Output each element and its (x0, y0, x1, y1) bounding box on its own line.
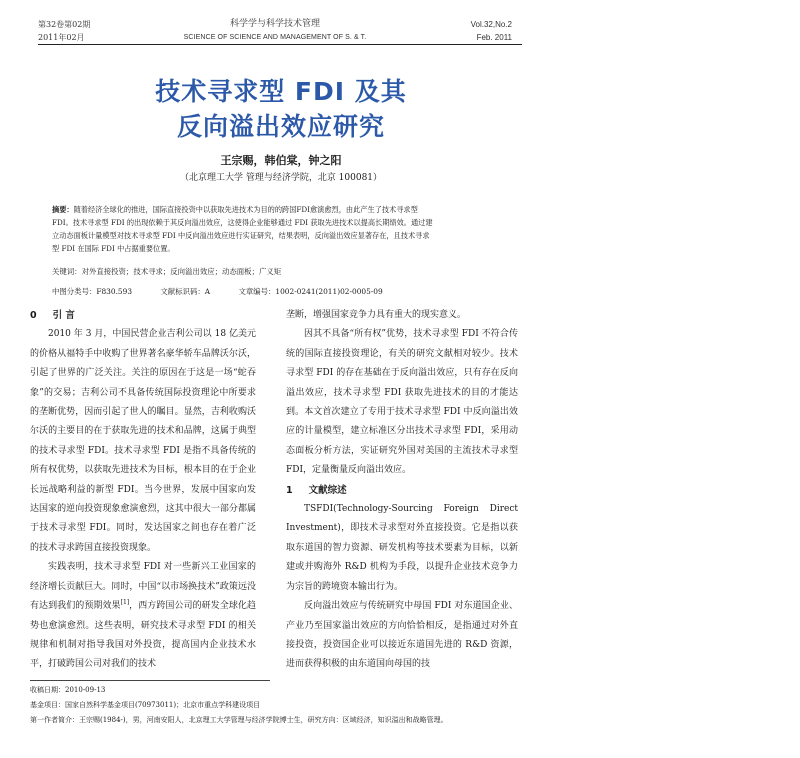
body-column-right (286, 306, 518, 675)
paragraph: 反向溢出效应与传统研究中母国 FDI 对东道国企业、产业乃至国家溢出效应的方向恰恰相反，是指通过对外直接投资，投资国企业可以接近东道国先进的 R&D 资源，进而获得积极的由东道国向母国的技 (286, 601, 518, 670)
journal-name-en: SCIENCE OF SCIENCE AND MANAGEMENT OF S. & T. (183, 34, 367, 41)
section-heading-intro (30, 306, 256, 325)
citation-ref[interactable]: [1] (120, 599, 130, 607)
abstract-label: 摘要： (52, 205, 74, 214)
abstract-line-3: 立动态面板计量模型对技术寻求型 FDI 中反向溢出效应进行实证研究，结果表明，反向溢出效应显著存在，且技术寻求 (52, 231, 430, 240)
document-code: 文献标识码：A (160, 287, 211, 296)
paragraph (30, 558, 256, 674)
keywords-label: 关键词： (52, 267, 82, 276)
paragraph: 2010 年 3 月，中国民营企业吉利公司以 18 亿美元的价格从福特手中收购了世界著名豪华轿车品牌沃尔沃，引起了世界的广泛关注。关注的原因在于这是一场“蛇吞象”的交易；吉利公司不具备传统国际投资理论中所要求的垄断优势，因而引起了世人的瞩目。显然，吉利收购沃尔沃的主要目的在于获取先进的技术和品牌，这属于典型的技术寻求型 FDI。技术寻求型 FDI 是指不具备传统的所有权优势，以获取先进技术为目标，根本目的在于企业长远战略利益的新型 FDI。当今世界，发展中国家向发达国家的逆向投资现象愈演愈烈，这其中很大一部分都属于技术寻求型 FDI。同时，发达国家之间也存在着广泛的技术寻求跨国直接投资现象。 (30, 329, 256, 553)
footnote-divider (30, 680, 270, 681)
abstract (52, 203, 502, 255)
header-volume-en (471, 18, 512, 44)
section-heading-literature (286, 481, 518, 500)
abstract-text-1: 随着经济全球化的推进，国际直接投资中以获取先进技术为目的的跨国FDI愈演愈烈，由此产生了技术寻求型 (73, 205, 418, 214)
header-divider (38, 44, 522, 45)
keywords (52, 266, 502, 278)
classification-line (52, 286, 502, 298)
section-title: 引 言 (52, 310, 75, 321)
footnote-received-date: 收稿日期：2010-09-13 (30, 686, 106, 694)
header-journal (38, 18, 512, 44)
abstract-line-2: FDI。技术寻求型 FDI 的出现依赖于其反向溢出效应，这使得企业能够通过 FDI 获取先进技术以提高长期绩效。通过建 (52, 218, 433, 227)
author-affiliation: （北京理工大学 管理与经济学院，北京 100081） (179, 173, 383, 183)
section-number: 0 (30, 310, 37, 321)
article-title-line-1: 技术寻求型 FDI 及其 (155, 77, 407, 106)
paragraph-continuation: 垄断，增强国家竞争力具有重大的现实意义。 (286, 310, 467, 320)
paragraph-text: 实践表明，技术寻求型 FDI 对一些新兴工业国家的经济增长贡献巨大。同时，中国“以市场换技术”政策远没有达到我们的预期效果 (30, 562, 256, 612)
abstract-line-4: 型 FDI 在国际 FDI 中占据重要位置。 (52, 244, 175, 253)
volume-issue-en: Vol.32,No.2 (470, 20, 512, 29)
paragraph: 因其不具备“所有权”优势，技术寻求型 FDI 不符合传统的国际直接投资理论，有关的研究文献相对较少。技术寻求型 FDI 的存在基础在于反向溢出效应，只有存在反向溢出效应，技术寻求型 FDI 获取先进技术的目的才能达到。本文首次建立了专用于技术寻求型 FDI 中反向溢出效应的计量模型，建立标准区分出技术寻求型 FDI，采用动态面板分析方法，实证研究外国对美国的主流技术寻求型 FDI，定量衡量反向溢出效应。 (286, 329, 518, 476)
abstract-line-1 (52, 203, 502, 216)
section-title: 文献综述 (308, 484, 347, 496)
journal-name-cn: 科学学与科学技术管理 (229, 19, 320, 29)
paragraph: TSFDI(Technology-Sourcing Foreign Direct Investment)，即技术寻求型对外直接投资。它是指以获取东道国的智力资源、研发机构等技术要素为目标，以新建或并购海外 R&D 机构为手段，以提升企业技术竞争力为宗旨的跨境资本输出行为。 (286, 504, 518, 592)
section-number: 1 (286, 484, 293, 496)
footnote-author-bio: 第一作者简介：王宗赐(1984-)，男，河南安阳人，北京理工大学管理与经济学院博士生，研究方向：区域经济，知识溢出和战略管理。 (30, 716, 448, 724)
volume-issue-cn: 第32卷第02期 (38, 20, 91, 29)
body-column-left (30, 306, 256, 675)
keywords-text: 对外直接投资；技术寻求；反向溢出效应；动态面板；广义矩 (81, 267, 282, 276)
article-title-line-2: 反向溢出效应研究 (176, 112, 385, 141)
clc-number: 中图分类号：F830.593 (52, 287, 133, 296)
issue-date-en: Feb. 2011 (476, 33, 512, 42)
article-number: 文章编号：1002-0241(2011)02-0005-09 (238, 287, 383, 296)
paragraph-text: ，西方跨国公司的研发全球化趋势也愈演愈烈。这些表明，研究技术寻求型 FDI 的相关规律和机制对指导我国对外投资，提高国内企业技术水平，打破跨国公司对我们的技术 (30, 601, 256, 670)
author-list: 王宗赐，韩伯棠，钟之阳 (220, 154, 342, 167)
issue-date-cn: 2011年02月 (38, 33, 85, 42)
footnote-funding: 基金项目：国家自然科学基金项目(70973011)；北京市重点学科建设项目 (30, 701, 261, 709)
